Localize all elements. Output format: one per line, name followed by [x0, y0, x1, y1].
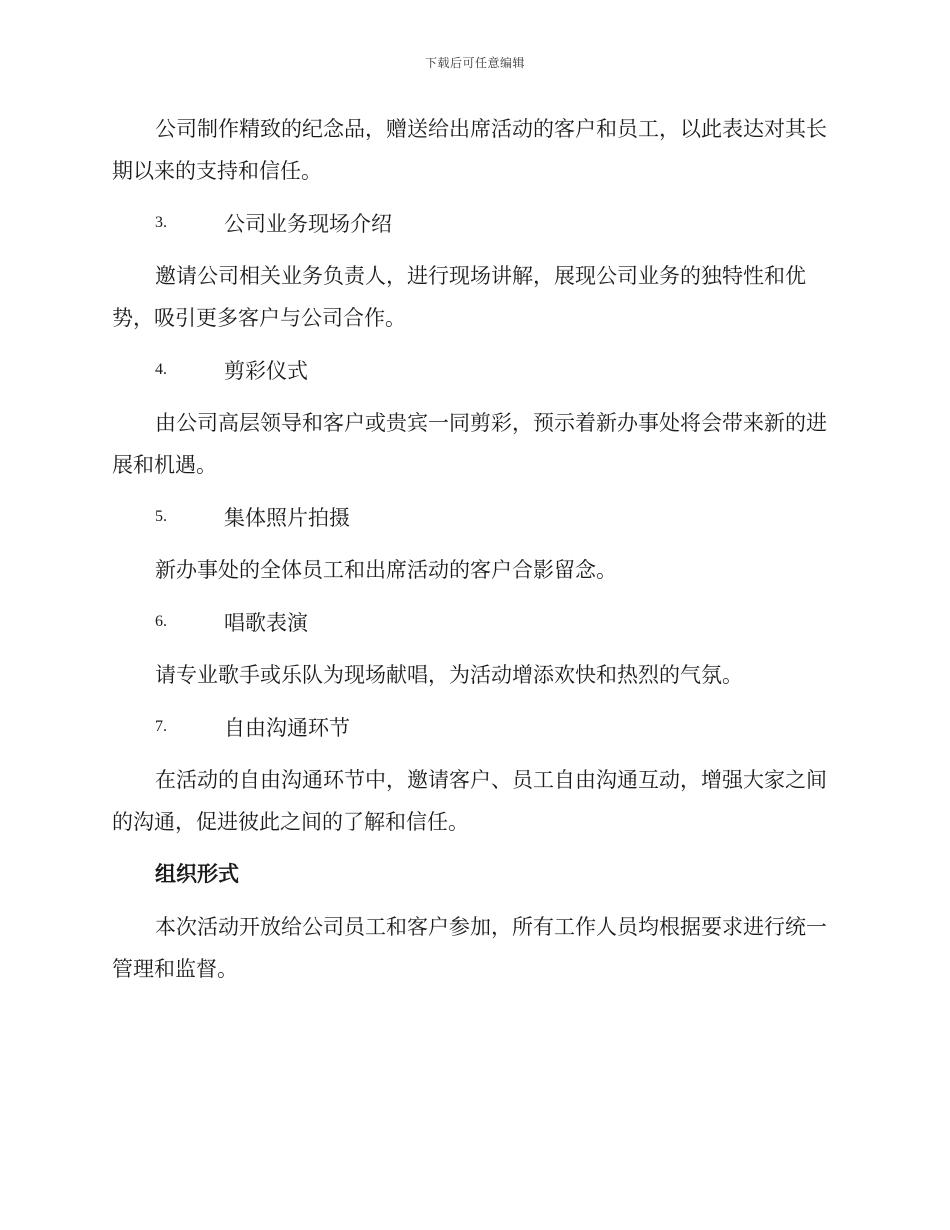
item-number: 6.: [155, 613, 167, 630]
item-title: 集体照片拍摄: [224, 506, 350, 530]
item-title: 唱歌表演: [224, 611, 308, 635]
item-title: 剪彩仪式: [224, 359, 308, 383]
item-number: 4.: [155, 361, 167, 378]
list-item-3: [112, 202, 832, 244]
item-number: 5.: [155, 508, 167, 525]
header-note: 下载后可任意编辑: [424, 56, 525, 70]
paragraph-free-communication: 在活动的自由沟通环节中，邀请客户、员工自由沟通互动，增强大家之间的沟通，促进彼此之间的了解和信任。: [112, 768, 827, 834]
paragraph-singing: 请专业歌手或乐队为现场献唱，为活动增添欢快和热烈的气氛。: [155, 663, 743, 687]
item-number: 7.: [155, 718, 167, 735]
document-body: [112, 108, 832, 1000]
paragraph-souvenir: 公司制作精致的纪念品，赠送给出席活动的客户和员工，以此表达对其长期以来的支持和信任。: [112, 117, 827, 183]
list-item-7: [112, 706, 832, 748]
paragraph-business-intro: 邀请公司相关业务负责人，进行现场讲解，展现公司业务的独特性和优势，吸引更多客户与公司合作。: [112, 264, 806, 330]
list-item-6: [112, 601, 832, 643]
section-heading-organization: 组织形式: [155, 862, 239, 886]
paragraph-group-photo: 新办事处的全体员工和出席活动的客户合影留念。: [155, 558, 617, 582]
item-title: 自由沟通环节: [224, 716, 350, 740]
item-number: 3.: [155, 214, 167, 231]
item-title: 公司业务现场介绍: [224, 212, 392, 236]
paragraph-organization: 本次活动开放给公司员工和客户参加，所有工作人员均根据要求进行统一管理和监督。: [112, 915, 827, 981]
list-item-5: [112, 496, 832, 538]
list-item-4: [112, 349, 832, 391]
paragraph-ribbon-cutting: 由公司高层领导和客户或贵宾一同剪彩，预示着新办事处将会带来新的进展和机遇。: [112, 411, 827, 477]
